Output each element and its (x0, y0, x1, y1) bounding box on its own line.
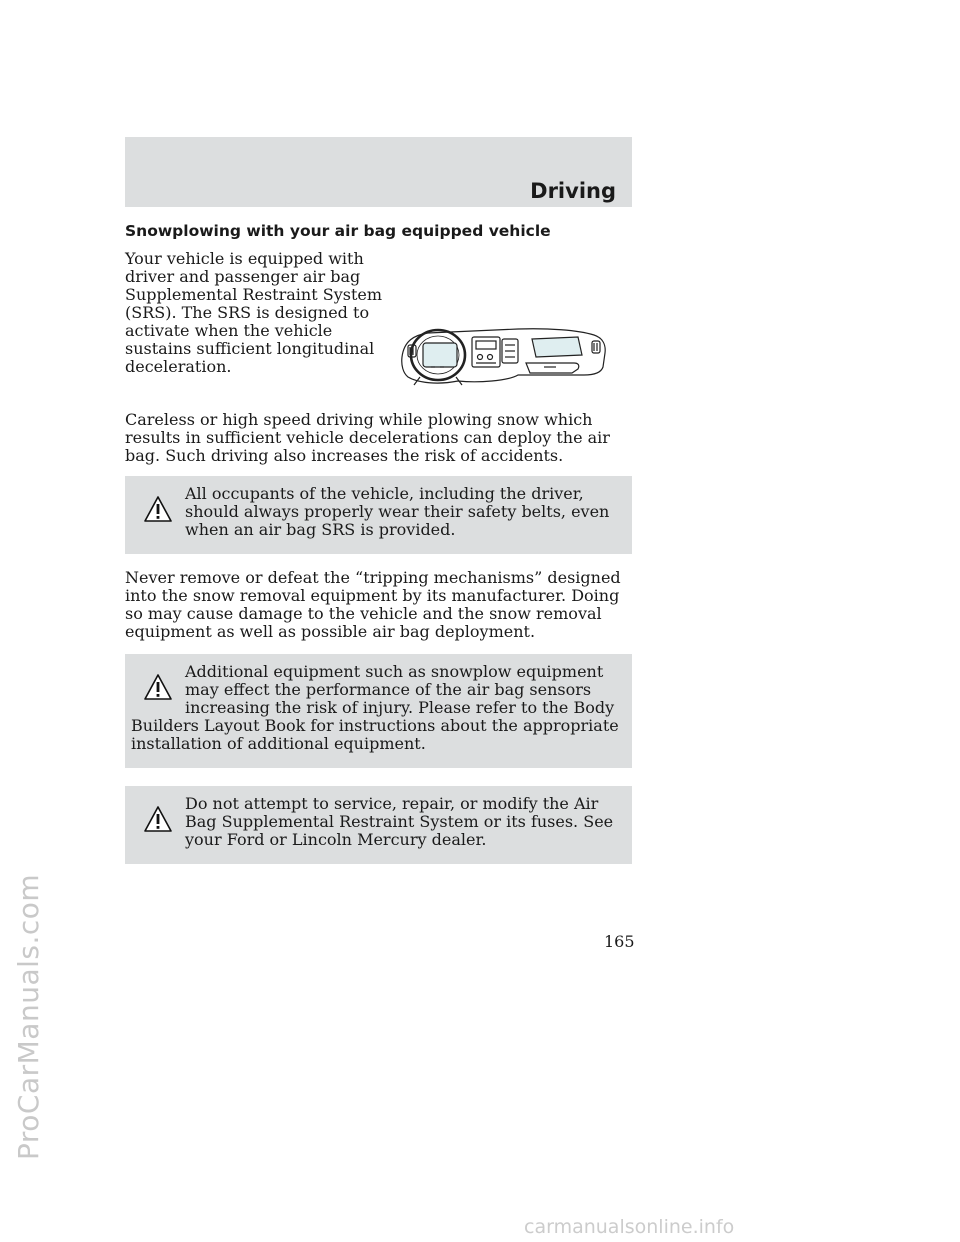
dashboard-airbag-illustration (398, 319, 610, 387)
warning-triangle-icon (143, 495, 173, 523)
warning-box-additional-equipment (125, 654, 632, 768)
section-heading: Snowplowing with your air bag equipped vehicle (125, 222, 551, 240)
warning-triangle-icon (143, 805, 173, 833)
section-title: Driving (530, 179, 616, 203)
page-number: 165 (604, 932, 635, 951)
warning-triangle-icon (143, 673, 173, 701)
page-content (125, 222, 632, 864)
warning-box-service-repair (125, 786, 632, 864)
paragraph-careless-driving: Careless or high speed driving while plowing snow which results in sufficient vehicle decelerations can deploy the air bag. Such driving also increases the risk of accidents. (125, 410, 610, 465)
section-header-band (125, 137, 632, 207)
intro-row (125, 250, 632, 387)
warning-text: Additional equipment such as snowplow equipment may effect the performance of the air bag sensors increasing the risk of injury. Please refer to the Body Builders Layout Book for instructions about the appropriate installation of additional equipment. (131, 662, 619, 753)
intro-paragraph: Your vehicle is equipped with driver and passenger air bag Supplemental Restraint System (SRS). The SRS is designed to activate when the vehicle sustains sufficient longitudinal deceleration. (125, 249, 383, 376)
paragraph-tripping-mechanisms: Never remove or defeat the “tripping mechanisms” designed into the snow removal equipment by its manufacturer. Doing so may cause damage to the vehicle and the snow removal equipment as well as possible air bag deployment. (125, 568, 621, 641)
warning-text: Do not attempt to service, repair, or modify the Air Bag Supplemental Restraint System or its fuses. See your Ford or Lincoln Mercury dealer. (185, 794, 614, 849)
warning-box-safety-belts (125, 476, 632, 554)
footer-watermark: carmanualsonline.info (524, 1216, 735, 1238)
warning-text: All occupants of the vehicle, including the driver, should always properly wear their safety belts, even when an air bag SRS is provided. (185, 484, 610, 539)
side-watermark: ProCarManuals.com (12, 873, 45, 1160)
